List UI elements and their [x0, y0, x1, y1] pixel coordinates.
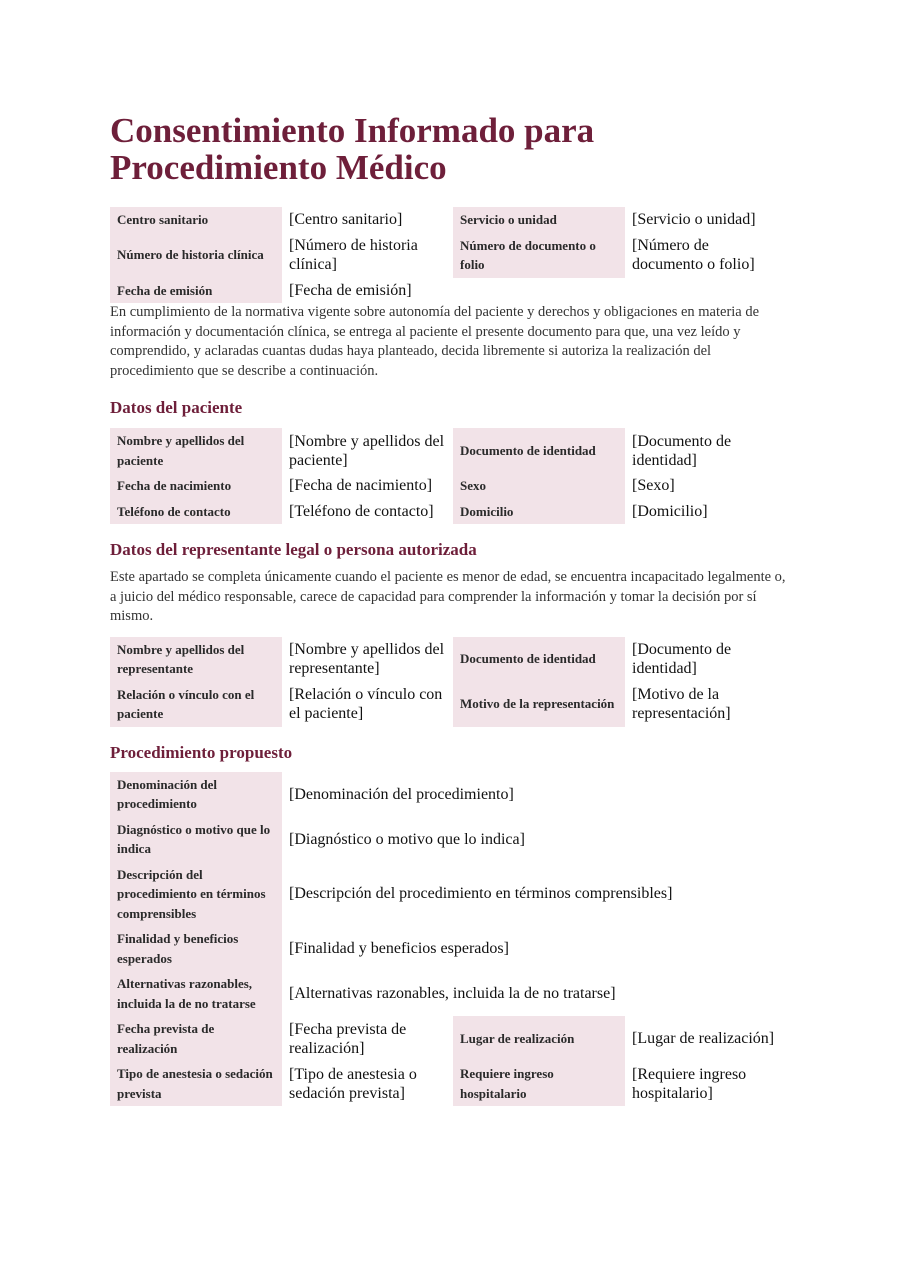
description-field[interactable]: [Descripción del procedimiento en términos comprensibles]	[282, 862, 790, 927]
intro-paragraph: En cumplimiento de la normativa vigente sobre autonomía del paciente y derechos y obligaciones en materia de información y documentación clínica, se entrega al paciente el presente documento para que, una vez leído y comprendido, y aclaradas cuantas dudas haya planteado, decida libremente si autoriza la realización del procedimiento que se describe a continuación.	[110, 304, 760, 379]
anesthesia-label: Tipo de anestesia o sedación prevista	[110, 1061, 282, 1106]
phone-label: Teléfono de contacto	[110, 499, 282, 525]
table-row	[110, 207, 790, 233]
table-row	[110, 971, 790, 1016]
table-row	[110, 1061, 790, 1106]
representative-table	[110, 637, 790, 727]
rep-relation-label: Relación o vínculo con el paciente	[110, 682, 282, 727]
servicio-field[interactable]: [Servicio o unidad]	[625, 207, 790, 233]
procedure-table	[110, 772, 790, 1107]
purpose-field[interactable]: [Finalidad y beneficios esperados]	[282, 926, 790, 971]
anesthesia-field[interactable]: [Tipo de anestesia o sedación prevista]	[282, 1061, 453, 1106]
sex-label: Sexo	[453, 473, 625, 499]
representative-note: Este apartado se completa únicamente cuando el paciente es menor de edad, se encuentra incapacitado legalmente o, a juicio del médico responsable, carece de capacidad para comprender la información y tomar la decisión por sí mismo.	[110, 569, 786, 624]
planned-date-label: Fecha prevista de realización	[110, 1016, 282, 1061]
table-row	[110, 772, 790, 817]
documento-field[interactable]: [Número de documento o folio]	[625, 233, 790, 278]
rep-name-field[interactable]: [Nombre y apellidos del representante]	[282, 637, 453, 682]
rep-reason-label: Motivo de la representación	[453, 682, 625, 727]
table-row	[110, 1016, 790, 1061]
rep-relation-field[interactable]: [Relación o vínculo con el paciente]	[282, 682, 453, 727]
address-field[interactable]: [Domicilio]	[625, 499, 790, 525]
place-label: Lugar de realización	[453, 1016, 625, 1061]
table-row	[110, 926, 790, 971]
table-row	[110, 862, 790, 927]
historia-label: Número de historia clínica	[110, 233, 282, 278]
procedure-name-field[interactable]: [Denominación del procedimiento]	[282, 772, 790, 817]
patient-id-label: Documento de identidad	[453, 428, 625, 473]
patient-id-field[interactable]: [Documento de identidad]	[625, 428, 790, 473]
planned-date-field[interactable]: [Fecha prevista de realización]	[282, 1016, 453, 1061]
table-row	[110, 473, 790, 499]
patient-table	[110, 428, 790, 524]
diagnosis-field[interactable]: [Diagnóstico o motivo que lo indica]	[282, 817, 790, 862]
rep-id-field[interactable]: [Documento de identidad]	[625, 637, 790, 682]
phone-field[interactable]: [Teléfono de contacto]	[282, 499, 453, 525]
procedure-section-heading: Procedimiento propuesto	[110, 742, 293, 762]
fecha-emision-label: Fecha de emisión	[110, 278, 282, 304]
title-line-2: Procedimiento Médico	[110, 148, 447, 187]
patient-name-field[interactable]: [Nombre y apellidos del paciente]	[282, 428, 453, 473]
centro-label: Centro sanitario	[110, 207, 282, 233]
description-label: Descripción del procedimiento en términos comprensibles	[110, 862, 282, 927]
fecha-emision-field[interactable]: [Fecha de emisión]	[282, 278, 453, 304]
servicio-label: Servicio o unidad	[453, 207, 625, 233]
title-line-1: Consentimiento Informado para	[110, 111, 595, 150]
address-label: Domicilio	[453, 499, 625, 525]
table-row	[110, 817, 790, 862]
table-row	[110, 278, 790, 304]
empty-cell	[453, 278, 625, 304]
admission-label: Requiere ingreso hospitalario	[453, 1061, 625, 1106]
alternatives-label: Alternativas razonables, incluida la de no tratarse	[110, 971, 282, 1016]
alternatives-field[interactable]: [Alternativas razonables, incluida la de no tratarse]	[282, 971, 790, 1016]
sex-field[interactable]: [Sexo]	[625, 473, 790, 499]
document-title	[110, 112, 790, 186]
table-row	[110, 637, 790, 682]
patient-section-heading: Datos del paciente	[110, 398, 243, 417]
table-row	[110, 499, 790, 525]
table-row	[110, 682, 790, 727]
documento-label: Número de documento o folio	[453, 233, 625, 278]
empty-cell	[625, 278, 790, 304]
patient-name-label: Nombre y apellidos del paciente	[110, 428, 282, 473]
historia-field[interactable]: [Número de historia clínica]	[282, 233, 453, 278]
diagnosis-label: Diagnóstico o motivo que lo indica	[110, 817, 282, 862]
table-row	[110, 428, 790, 473]
document-content	[110, 112, 790, 1106]
rep-id-label: Documento de identidad	[453, 637, 625, 682]
birthdate-field[interactable]: [Fecha de nacimiento]	[282, 473, 453, 499]
procedure-name-label: Denominación del procedimiento	[110, 772, 282, 817]
centro-field[interactable]: [Centro sanitario]	[282, 207, 453, 233]
table-row	[110, 233, 790, 278]
birthdate-label: Fecha de nacimiento	[110, 473, 282, 499]
place-field[interactable]: [Lugar de realización]	[625, 1016, 790, 1061]
rep-reason-field[interactable]: [Motivo de la representación]	[625, 682, 790, 727]
admission-field[interactable]: [Requiere ingreso hospitalario]	[625, 1061, 790, 1106]
representative-section-heading: Datos del representante legal o persona autorizada	[110, 540, 477, 559]
header-info-table	[110, 207, 790, 303]
rep-name-label: Nombre y apellidos del representante	[110, 637, 282, 682]
purpose-label: Finalidad y beneficios esperados	[110, 926, 282, 971]
